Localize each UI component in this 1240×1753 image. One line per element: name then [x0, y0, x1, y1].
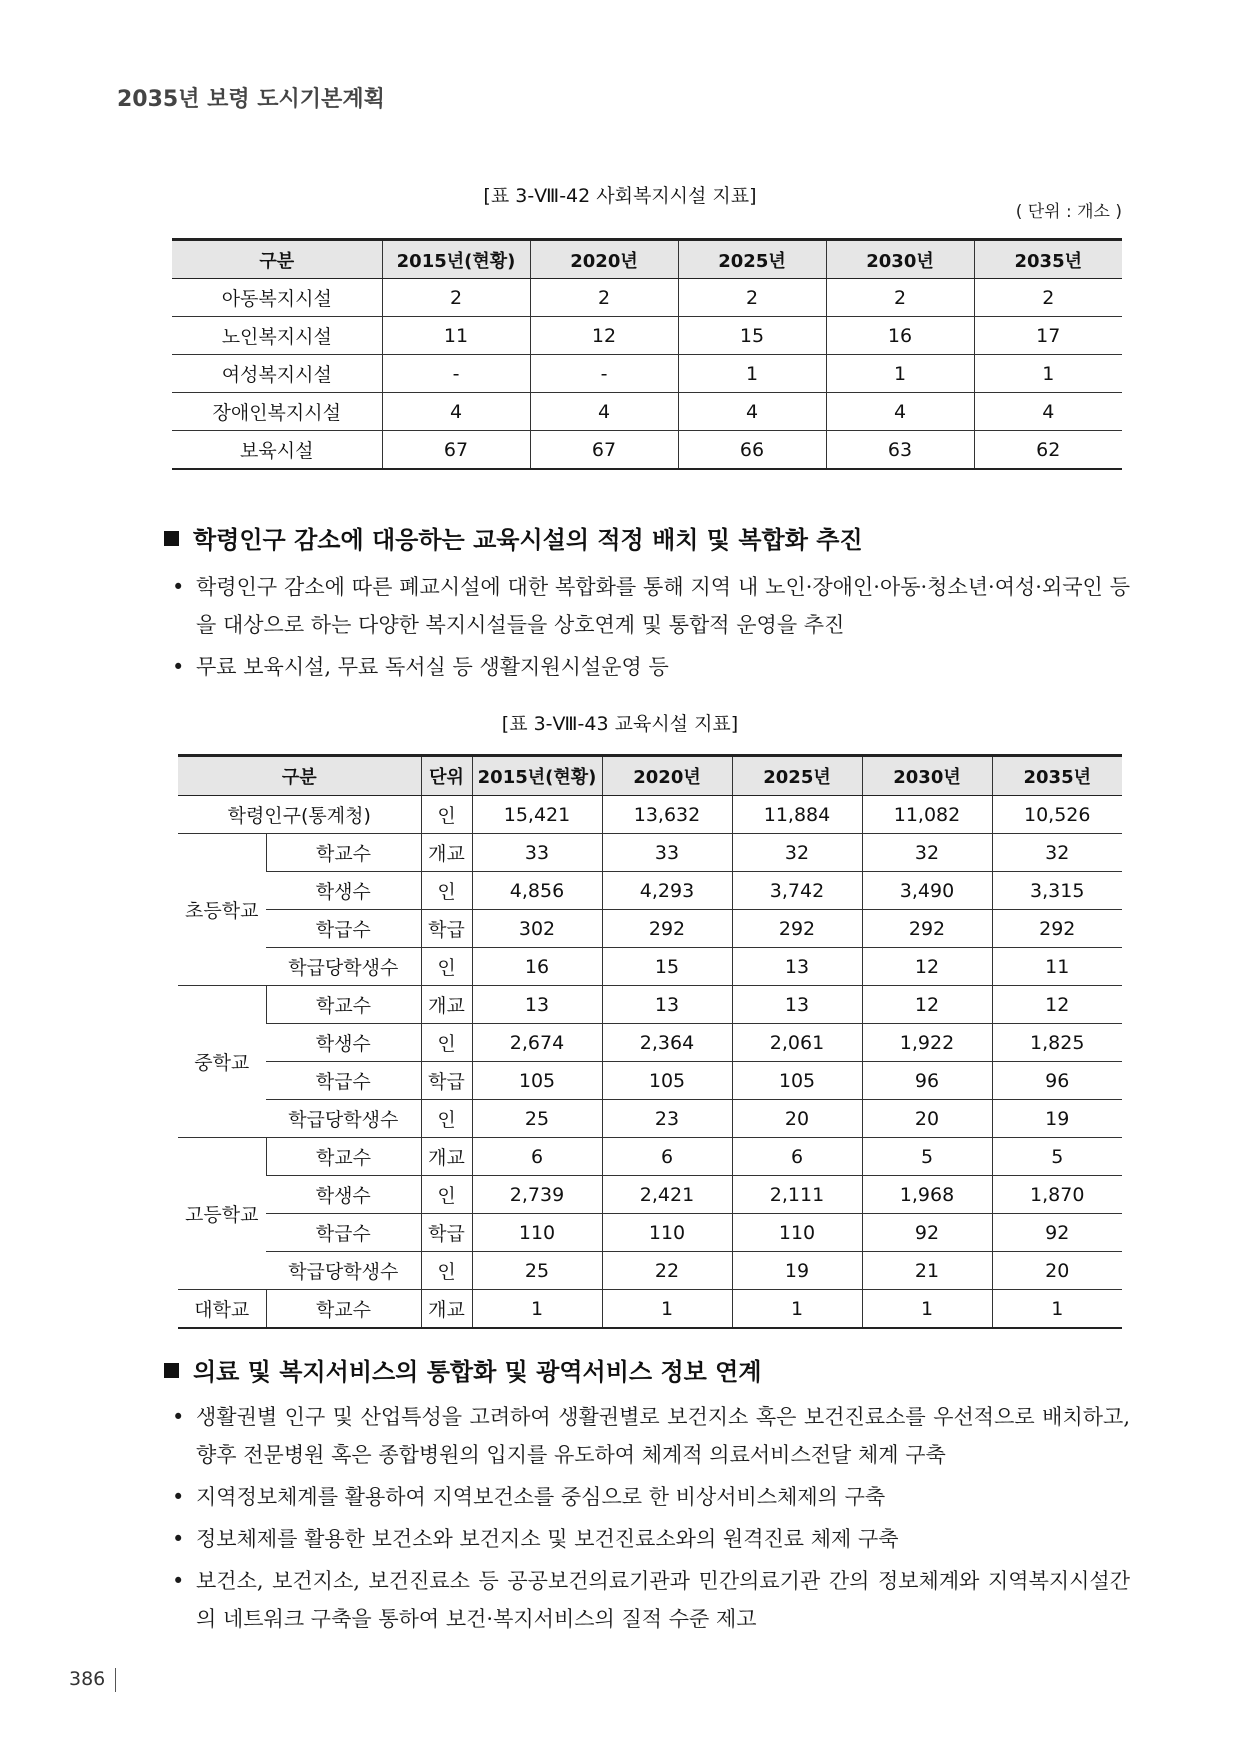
table-cell: 2: [678, 279, 826, 317]
table-cell: 13: [602, 986, 732, 1024]
table-cell: 62: [974, 431, 1122, 470]
table-cell: 개교: [421, 1138, 472, 1176]
table-cell: 13: [732, 986, 862, 1024]
table-cell: 1: [826, 355, 974, 393]
table-cell: 인: [421, 1176, 472, 1214]
table-cell: 인: [421, 796, 472, 834]
table-cell: 32: [732, 834, 862, 872]
table-row: [178, 1176, 1122, 1214]
table-cell: 3,490: [862, 872, 992, 910]
table-cell: 1,825: [992, 1024, 1122, 1062]
section-heading: [164, 1352, 762, 1387]
education-facility-table: [178, 754, 1122, 1329]
table-header-cell: 구분: [178, 756, 421, 796]
table-cell: 302: [472, 910, 602, 948]
table-cell: 21: [862, 1252, 992, 1290]
table-cell: 11,082: [862, 796, 992, 834]
table-header-cell: 2020년: [530, 240, 678, 279]
table-cell: 인: [421, 1252, 472, 1290]
table-header-cell: 구분: [172, 240, 382, 279]
table-cell: 2: [826, 279, 974, 317]
table-row: [178, 1214, 1122, 1252]
table-cell: 4,293: [602, 872, 732, 910]
table-row: [178, 1138, 1122, 1176]
table-row: [178, 1252, 1122, 1290]
table-cell: 3,742: [732, 872, 862, 910]
table-row: [178, 910, 1122, 948]
table-cell: 2,364: [602, 1024, 732, 1062]
table-cell: 학급당학생수: [266, 1252, 421, 1290]
table-row: [178, 986, 1122, 1024]
table-cell: 학급: [421, 1062, 472, 1100]
table-cell: 13: [732, 948, 862, 986]
table-row: [172, 355, 1122, 393]
table-cell: 학생수: [266, 1176, 421, 1214]
table-cell: 32: [992, 834, 1122, 872]
table-header-cell: 2015년(현황): [382, 240, 530, 279]
table-cell: 2: [530, 279, 678, 317]
table-cell: 1: [862, 1290, 992, 1329]
table-cell: 4: [974, 393, 1122, 431]
table-group-cell: 초등학교: [178, 834, 266, 986]
table-cell: 22: [602, 1252, 732, 1290]
square-bullet-icon: [164, 531, 179, 546]
table-cell: 292: [862, 910, 992, 948]
table-cell: 학생수: [266, 872, 421, 910]
table-row: [178, 796, 1122, 834]
table-row: [178, 1062, 1122, 1100]
table-cell: 6: [602, 1138, 732, 1176]
table-cell: 4,856: [472, 872, 602, 910]
list-item: • 보건소, 보건지소, 보건진료소 등 공공보건의료기관과 민간의료기관 간의 정보체계와 지역복지시설간의 네트워크 구축을 통하여 보건·복지서비스의 질적 수준 제고: [172, 1562, 1130, 1638]
table-cell: 4: [826, 393, 974, 431]
list-item: • 무료 보육시설, 무료 독서실 등 생활지원시설운영 등: [172, 648, 1130, 686]
table-cell: 학급당학생수: [266, 948, 421, 986]
table-cell: 6: [472, 1138, 602, 1176]
table-cell: 16: [826, 317, 974, 355]
table-cell: 105: [602, 1062, 732, 1100]
table-cell: 보육시설: [172, 431, 382, 470]
table-header-cell: 2025년: [678, 240, 826, 279]
page-number-divider: [115, 1668, 116, 1692]
table-cell: 292: [602, 910, 732, 948]
table-cell: 10,526: [992, 796, 1122, 834]
table-cell: 110: [732, 1214, 862, 1252]
table-cell: 110: [602, 1214, 732, 1252]
table-cell: 1: [992, 1290, 1122, 1329]
table-cell: 12: [992, 986, 1122, 1024]
table-cell: 92: [862, 1214, 992, 1252]
table-cell: 1: [602, 1290, 732, 1329]
table-cell: 12: [530, 317, 678, 355]
table-cell: 2: [382, 279, 530, 317]
table-header-cell: 2030년: [826, 240, 974, 279]
list-item: • 정보체제를 활용한 보건소와 보건지소 및 보건진료소와의 원격진료 체제 구축: [172, 1520, 1130, 1558]
table-cell: 92: [992, 1214, 1122, 1252]
table-cell: 학교수: [266, 1138, 421, 1176]
table-cell: 20: [992, 1252, 1122, 1290]
table-cell: 여성복지시설: [172, 355, 382, 393]
table-cell: 15: [602, 948, 732, 986]
table-header-cell: 2030년: [862, 756, 992, 796]
table-header-cell: 2035년: [992, 756, 1122, 796]
table-cell: 1: [678, 355, 826, 393]
table-cell: 학생수: [266, 1024, 421, 1062]
table-row: [178, 1290, 1122, 1329]
table-cell: 63: [826, 431, 974, 470]
bullet-list: [172, 1398, 1130, 1638]
section-heading-text: 학령인구 감소에 대응하는 교육시설의 적정 배치 및 복합화 추진: [193, 526, 863, 554]
table-cell: 5: [992, 1138, 1122, 1176]
table-cell: 학급당학생수: [266, 1100, 421, 1138]
table-row: [178, 1100, 1122, 1138]
table-row: [172, 279, 1122, 317]
table-cell: 23: [602, 1100, 732, 1138]
bullet-list: [172, 568, 1130, 686]
table-cell: 1,968: [862, 1176, 992, 1214]
table-cell: 19: [992, 1100, 1122, 1138]
section-heading: [164, 520, 863, 555]
table-cell: 96: [992, 1062, 1122, 1100]
table-cell: 학령인구(통계청): [178, 796, 421, 834]
table-cell: 2,739: [472, 1176, 602, 1214]
table-cell: 개교: [421, 986, 472, 1024]
table-cell: 1,870: [992, 1176, 1122, 1214]
table-cell: 학교수: [266, 834, 421, 872]
table-cell: 학급수: [266, 1214, 421, 1252]
table-row: [172, 317, 1122, 355]
table-cell: 1: [974, 355, 1122, 393]
table-cell: 13: [472, 986, 602, 1024]
table-row: [178, 872, 1122, 910]
table-cell: 11: [382, 317, 530, 355]
table-cell: 2,061: [732, 1024, 862, 1062]
table-header-cell: 단위: [421, 756, 472, 796]
table-cell: 인: [421, 1024, 472, 1062]
table-cell: 1: [472, 1290, 602, 1329]
table-group-cell: 중학교: [178, 986, 266, 1138]
table-cell: 15,421: [472, 796, 602, 834]
table-group-cell: 고등학교: [178, 1138, 266, 1290]
table-cell: 15: [678, 317, 826, 355]
table-cell: 2,421: [602, 1176, 732, 1214]
table-cell: 인: [421, 1100, 472, 1138]
list-item: • 생활권별 인구 및 산업특성을 고려하여 생활권별로 보건지소 혹은 보건진료소를 우선적으로 배치하고, 향후 전문병원 혹은 종합병원의 입지를 유도하여 체계적 의료서비스전달 체계 구축: [172, 1398, 1130, 1474]
table-cell: 학교수: [266, 1290, 421, 1329]
table-header-cell: 2035년: [974, 240, 1122, 279]
table-cell: 19: [732, 1252, 862, 1290]
table-cell: 학급: [421, 910, 472, 948]
table-cell: 아동복지시설: [172, 279, 382, 317]
table-cell: 96: [862, 1062, 992, 1100]
table-cell: 2,111: [732, 1176, 862, 1214]
table42-unit-note: ( 단위 : 개소 ): [1015, 202, 1122, 222]
table-cell: 개교: [421, 834, 472, 872]
table-cell: 장애인복지시설: [172, 393, 382, 431]
table-cell: 20: [732, 1100, 862, 1138]
table42-caption: [표 3-Ⅷ-42 사회복지시설 지표]: [483, 185, 757, 207]
table-header-cell: 2025년: [732, 756, 862, 796]
table-row: [178, 948, 1122, 986]
table-cell: 개교: [421, 1290, 472, 1329]
section-heading-text: 의료 및 복지서비스의 통합화 및 광역서비스 정보 연계: [193, 1358, 762, 1386]
table-cell: 16: [472, 948, 602, 986]
table-cell: 67: [382, 431, 530, 470]
table-cell: 12: [862, 948, 992, 986]
table-cell: 5: [862, 1138, 992, 1176]
table-cell: 4: [530, 393, 678, 431]
table-cell: 25: [472, 1252, 602, 1290]
list-item: • 학령인구 감소에 따른 폐교시설에 대한 복합화를 통해 지역 내 노인·장애인·아동·청소년·여성·외국인 등을 대상으로 하는 다양한 복지시설들을 상호연계 및 통합적 운영을 추진: [172, 568, 1130, 644]
table43-caption: [표 3-Ⅷ-43 교육시설 지표]: [501, 713, 739, 735]
welfare-facility-table: [172, 238, 1122, 470]
table-cell: 3,315: [992, 872, 1122, 910]
table-cell: 인: [421, 872, 472, 910]
table-cell: 32: [862, 834, 992, 872]
table-row: [178, 834, 1122, 872]
table-cell: -: [530, 355, 678, 393]
table-cell: 292: [992, 910, 1122, 948]
table-cell: 105: [472, 1062, 602, 1100]
table-cell: 학교수: [266, 986, 421, 1024]
table-row: [172, 393, 1122, 431]
square-bullet-icon: [164, 1363, 179, 1378]
table-cell: 학급수: [266, 910, 421, 948]
table-cell: 학급수: [266, 1062, 421, 1100]
table-cell: 11: [992, 948, 1122, 986]
table-cell: 12: [862, 986, 992, 1024]
table-row: [178, 1024, 1122, 1062]
table-cell: 2,674: [472, 1024, 602, 1062]
table-group-cell: 대학교: [178, 1290, 266, 1329]
table-cell: -: [382, 355, 530, 393]
table-cell: 25: [472, 1100, 602, 1138]
table-cell: 2: [974, 279, 1122, 317]
running-head: 2035년 보령 도시기본계획: [117, 87, 385, 112]
table-cell: 33: [472, 834, 602, 872]
table-cell: 6: [732, 1138, 862, 1176]
table-cell: 13,632: [602, 796, 732, 834]
table-cell: 67: [530, 431, 678, 470]
table-cell: 학급: [421, 1214, 472, 1252]
table-cell: 11,884: [732, 796, 862, 834]
table-cell: 292: [732, 910, 862, 948]
table-cell: 20: [862, 1100, 992, 1138]
page-number: 386: [69, 1668, 106, 1690]
table-cell: 4: [382, 393, 530, 431]
table-cell: 4: [678, 393, 826, 431]
table-cell: 1: [732, 1290, 862, 1329]
table-cell: 105: [732, 1062, 862, 1100]
table-header-cell: 2020년: [602, 756, 732, 796]
table-cell: 33: [602, 834, 732, 872]
table-cell: 17: [974, 317, 1122, 355]
table-row: [172, 431, 1122, 470]
table-cell: 66: [678, 431, 826, 470]
table-header-cell: 2015년(현황): [472, 756, 602, 796]
table-cell: 인: [421, 948, 472, 986]
table-cell: 노인복지시설: [172, 317, 382, 355]
table-cell: 110: [472, 1214, 602, 1252]
list-item: • 지역정보체계를 활용하여 지역보건소를 중심으로 한 비상서비스체제의 구축: [172, 1478, 1130, 1516]
table-cell: 1,922: [862, 1024, 992, 1062]
